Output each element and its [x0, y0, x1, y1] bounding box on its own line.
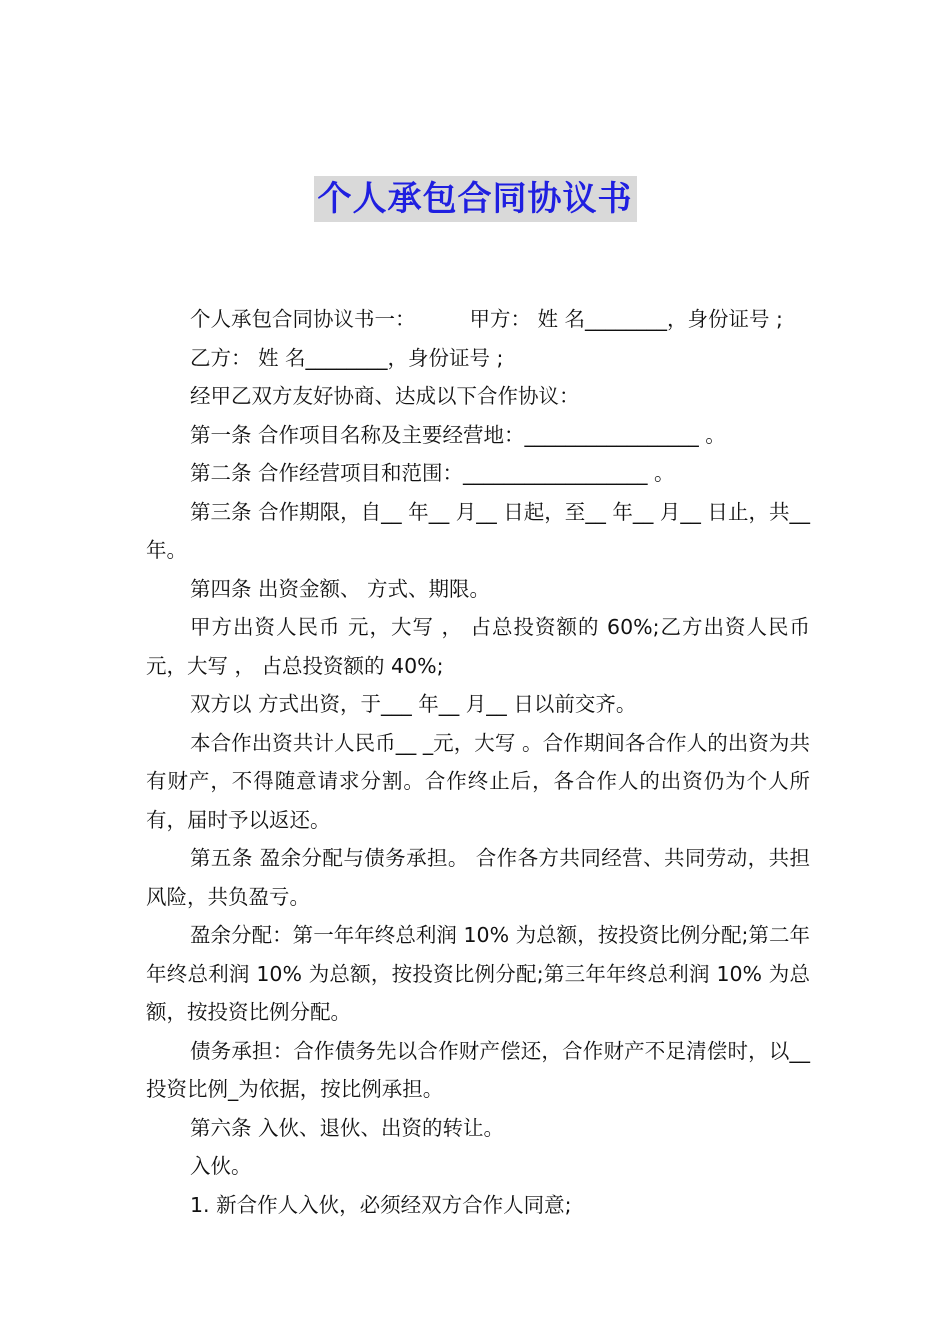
paragraph-text: 双方以 方式出资，于___ 年__ 月__ 日以前交齐。	[190, 692, 637, 716]
paragraph-text: 甲方出资人民币 元，大写 ， 占总投资额的 60%;乙方出资人民币 元，大写 ， 占总投资额的 40%;	[146, 615, 810, 678]
paragraph	[146, 1032, 810, 1109]
paragraph-text: 第六条 入伙、退伙、出资的转让。	[190, 1115, 505, 1140]
paragraph	[146, 1186, 810, 1225]
paragraph-text: 甲方： 姓 名________，身份证号 ;	[469, 307, 783, 331]
paragraph	[146, 454, 810, 493]
paragraph	[146, 1147, 810, 1186]
paragraph-text: 债务承担：合作债务先以合作财产偿还，合作财产不足清偿时，以__投资比例_为依据，按比例承担。	[146, 1038, 810, 1101]
paragraph-text: 第二条 合作经营项目和范围：__________________ 。	[190, 461, 675, 485]
paragraph-text: 入伙。	[190, 1154, 252, 1178]
title-container	[0, 176, 950, 222]
paragraph	[146, 1109, 810, 1148]
paragraph	[146, 339, 810, 378]
paragraph	[146, 685, 810, 724]
paragraph-text: 本合作出资共计人民币__ _元，大写 。合作期间各合作人的出资为共有财产，不得随意请求分割。合作终止后，各合作人的出资仍为个人所有，届时予以返还。	[146, 730, 810, 832]
paragraph-text: 乙方： 姓 名________，身份证号 ;	[190, 345, 504, 370]
paragraph	[146, 839, 810, 916]
paragraph-text: 第一条 合作项目名称及主要经营地：_________________ 。	[190, 422, 726, 447]
paragraph-text: 1. 新合作人入伙，必须经双方合作人同意;	[190, 1192, 572, 1217]
document-title: 个人承包合同协议书	[314, 176, 637, 222]
paragraph-text: 第三条 合作期限，自__ 年__ 月__ 日起，至__ 年__ 月__ 日止，共__ 年。	[146, 499, 810, 562]
paragraph-text: 盈余分配：第一年年终总利润 10% 为总额，按投资比例分配;第二年年终总利润 10% 为总额，按投资比例分配;第三年年终总利润 10% 为总额，按投资比例分配。	[146, 923, 810, 1024]
paragraph-text: 第四条 出资金额、 方式、期限。	[190, 576, 491, 601]
paragraph-text: 经甲乙双方友好协商、达成以下合作协议：	[190, 384, 580, 408]
paragraph-text: 个人承包合同协议书一：	[190, 307, 416, 331]
paragraph	[146, 724, 810, 840]
paragraph-text: 第五条 盈余分配与债务承担。 合作各方共同经营、共同劳动，共担风险，共负盈亏。	[146, 846, 810, 909]
paragraph	[146, 377, 810, 416]
paragraph	[146, 416, 810, 455]
paragraph	[146, 570, 810, 609]
paragraph	[146, 300, 810, 339]
paragraph	[146, 608, 810, 685]
document-body	[146, 300, 810, 1224]
paragraph	[146, 493, 810, 570]
paragraph	[146, 916, 810, 1032]
